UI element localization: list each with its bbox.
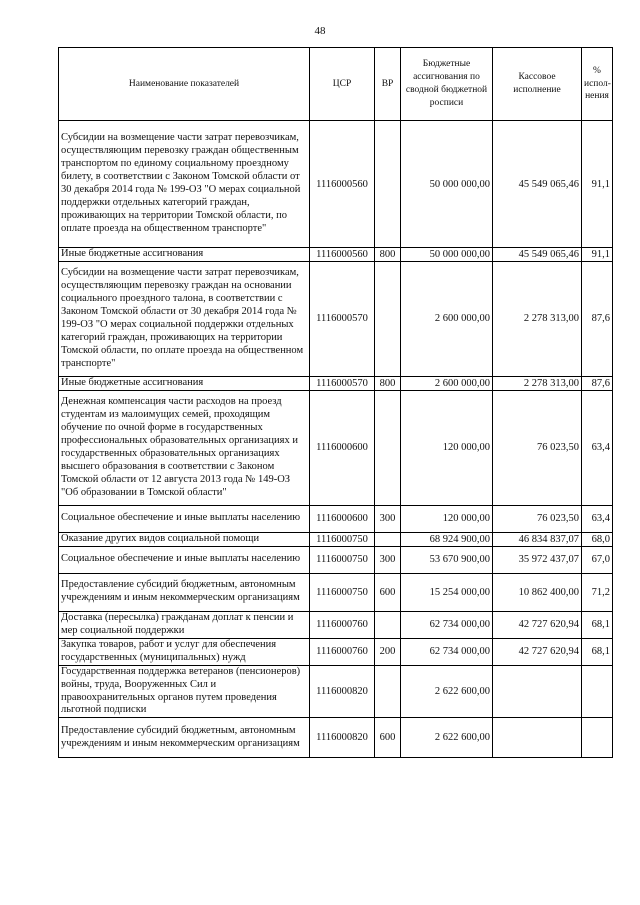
row-cash [493, 665, 582, 718]
row-name: Оказание других видов социальной помощи [59, 532, 310, 546]
row-vr [375, 611, 401, 638]
row-vr [375, 390, 401, 505]
table-row [59, 505, 613, 532]
row-budget: 50 000 000,00 [401, 248, 493, 262]
row-pct: 68,0 [582, 532, 613, 546]
row-csr: 1116000560 [310, 121, 375, 248]
row-cash: 2 278 313,00 [493, 261, 582, 376]
table-row [59, 532, 613, 546]
row-vr: 600 [375, 718, 401, 758]
row-csr: 1116000570 [310, 376, 375, 390]
row-pct: 87,6 [582, 376, 613, 390]
row-name: Субсидии на возмещение части затрат перевозчикам, осуществляющим перевозку граждан на основании социального проездного талона, в соответствии с Законом Томской области от 30 декабря 2014 года № 199-ОЗ "О мерах социальной поддержки отдельных категорий граждан, проживающих на территории Томской области, по оплате проезда на общественном транспорте" [59, 261, 310, 376]
row-csr: 1116000560 [310, 248, 375, 262]
header-cash: Кассовое исполнение [493, 48, 582, 121]
row-vr [375, 532, 401, 546]
row-name: Предоставление субсидий бюджетным, автономным учреждениям и иным некоммерческим организациям [59, 718, 310, 758]
row-name: Иные бюджетные ассигнования [59, 376, 310, 390]
row-budget: 2 622 600,00 [401, 665, 493, 718]
row-csr: 1116000820 [310, 718, 375, 758]
row-cash: 2 278 313,00 [493, 376, 582, 390]
row-budget: 2 600 000,00 [401, 376, 493, 390]
row-csr: 1116000570 [310, 261, 375, 376]
row-cash: 46 834 837,07 [493, 532, 582, 546]
row-vr: 300 [375, 505, 401, 532]
table-row [59, 376, 613, 390]
table-row [59, 573, 613, 611]
row-csr: 1116000750 [310, 546, 375, 573]
table-row [59, 121, 613, 248]
row-vr: 200 [375, 638, 401, 665]
table-row [59, 638, 613, 665]
row-vr [375, 121, 401, 248]
row-vr: 600 [375, 573, 401, 611]
table-row [59, 248, 613, 262]
row-pct: 91,1 [582, 121, 613, 248]
row-pct [582, 718, 613, 758]
budget-execution-table [58, 47, 613, 758]
row-pct: 63,4 [582, 505, 613, 532]
header-pct: % испол-нения [582, 48, 613, 121]
row-vr: 300 [375, 546, 401, 573]
row-csr: 1116000750 [310, 532, 375, 546]
row-name: Денежная компенсация части расходов на проезд студентам из малоимущих семей, проходящим обучение по очной форме в государственных профессиональных образовательных организациях и государственных образовательных организациях высшего образования в соответствии с Законом Томской области от 12 августа 2013 года № 149-ОЗ "Об образовании в Томской области" [59, 390, 310, 505]
row-cash [493, 718, 582, 758]
row-cash: 76 023,50 [493, 505, 582, 532]
row-budget: 120 000,00 [401, 390, 493, 505]
table-row [59, 665, 613, 718]
row-vr: 800 [375, 376, 401, 390]
row-pct: 68,1 [582, 611, 613, 638]
row-budget: 53 670 900,00 [401, 546, 493, 573]
row-csr: 1116000760 [310, 638, 375, 665]
header-vr: ВР [375, 48, 401, 121]
row-name: Закупка товаров, работ и услуг для обеспечения государственных (муниципальных) нужд [59, 638, 310, 665]
row-name: Социальное обеспечение и иные выплаты населению [59, 505, 310, 532]
row-name: Доставка (пересылка) гражданам доплат к пенсии и мер социальной поддержки [59, 611, 310, 638]
header-budget: Бюджетные ассигнования по сводной бюджетной росписи [401, 48, 493, 121]
row-pct: 67,0 [582, 546, 613, 573]
header-csr: ЦСР [310, 48, 375, 121]
row-pct: 87,6 [582, 261, 613, 376]
row-csr: 1116000600 [310, 505, 375, 532]
table-row [59, 611, 613, 638]
table-row [59, 261, 613, 376]
row-name: Социальное обеспечение и иные выплаты населению [59, 546, 310, 573]
row-name: Предоставление субсидий бюджетным, автономным учреждениям и иным некоммерческим организациям [59, 573, 310, 611]
row-budget: 2 600 000,00 [401, 261, 493, 376]
row-name: Иные бюджетные ассигнования [59, 248, 310, 262]
row-budget: 62 734 000,00 [401, 638, 493, 665]
row-cash: 42 727 620,94 [493, 611, 582, 638]
row-budget: 62 734 000,00 [401, 611, 493, 638]
row-pct [582, 665, 613, 718]
row-vr [375, 665, 401, 718]
row-budget: 50 000 000,00 [401, 121, 493, 248]
row-budget: 120 000,00 [401, 505, 493, 532]
row-csr: 1116000760 [310, 611, 375, 638]
row-csr: 1116000600 [310, 390, 375, 505]
row-vr: 800 [375, 248, 401, 262]
table-header-row [59, 48, 613, 121]
row-cash: 45 549 065,46 [493, 248, 582, 262]
row-name: Государственная поддержка ветеранов (пенсионеров) войны, труда, Вооруженных Сил и правоохранительных органов путем проведения льготной подписки [59, 665, 310, 718]
row-csr: 1116000750 [310, 573, 375, 611]
row-budget: 2 622 600,00 [401, 718, 493, 758]
header-name: Наименование показателей [59, 48, 310, 121]
table-row [59, 718, 613, 758]
row-cash: 45 549 065,46 [493, 121, 582, 248]
row-budget: 68 924 900,00 [401, 532, 493, 546]
row-pct: 68,1 [582, 638, 613, 665]
row-cash: 76 023,50 [493, 390, 582, 505]
row-pct: 91,1 [582, 248, 613, 262]
table-row [59, 546, 613, 573]
row-cash: 10 862 400,00 [493, 573, 582, 611]
row-budget: 15 254 000,00 [401, 573, 493, 611]
page-number: 48 [314, 25, 326, 37]
row-name: Субсидии на возмещение части затрат перевозчикам, осуществляющим перевозку граждан общественным транспортом по единому социальному проездному билету, в соответствии с Законом Томской области от 30 декабря 2014 года № 199-ОЗ "О мерах социальной поддержки отдельных категорий граждан, проживающих на территории Томской области, по оплате проезда на общественном транспорте" [59, 121, 310, 248]
row-csr: 1116000820 [310, 665, 375, 718]
row-pct: 63,4 [582, 390, 613, 505]
row-pct: 71,2 [582, 573, 613, 611]
row-cash: 42 727 620,94 [493, 638, 582, 665]
table-row [59, 390, 613, 505]
row-vr [375, 261, 401, 376]
row-cash: 35 972 437,07 [493, 546, 582, 573]
